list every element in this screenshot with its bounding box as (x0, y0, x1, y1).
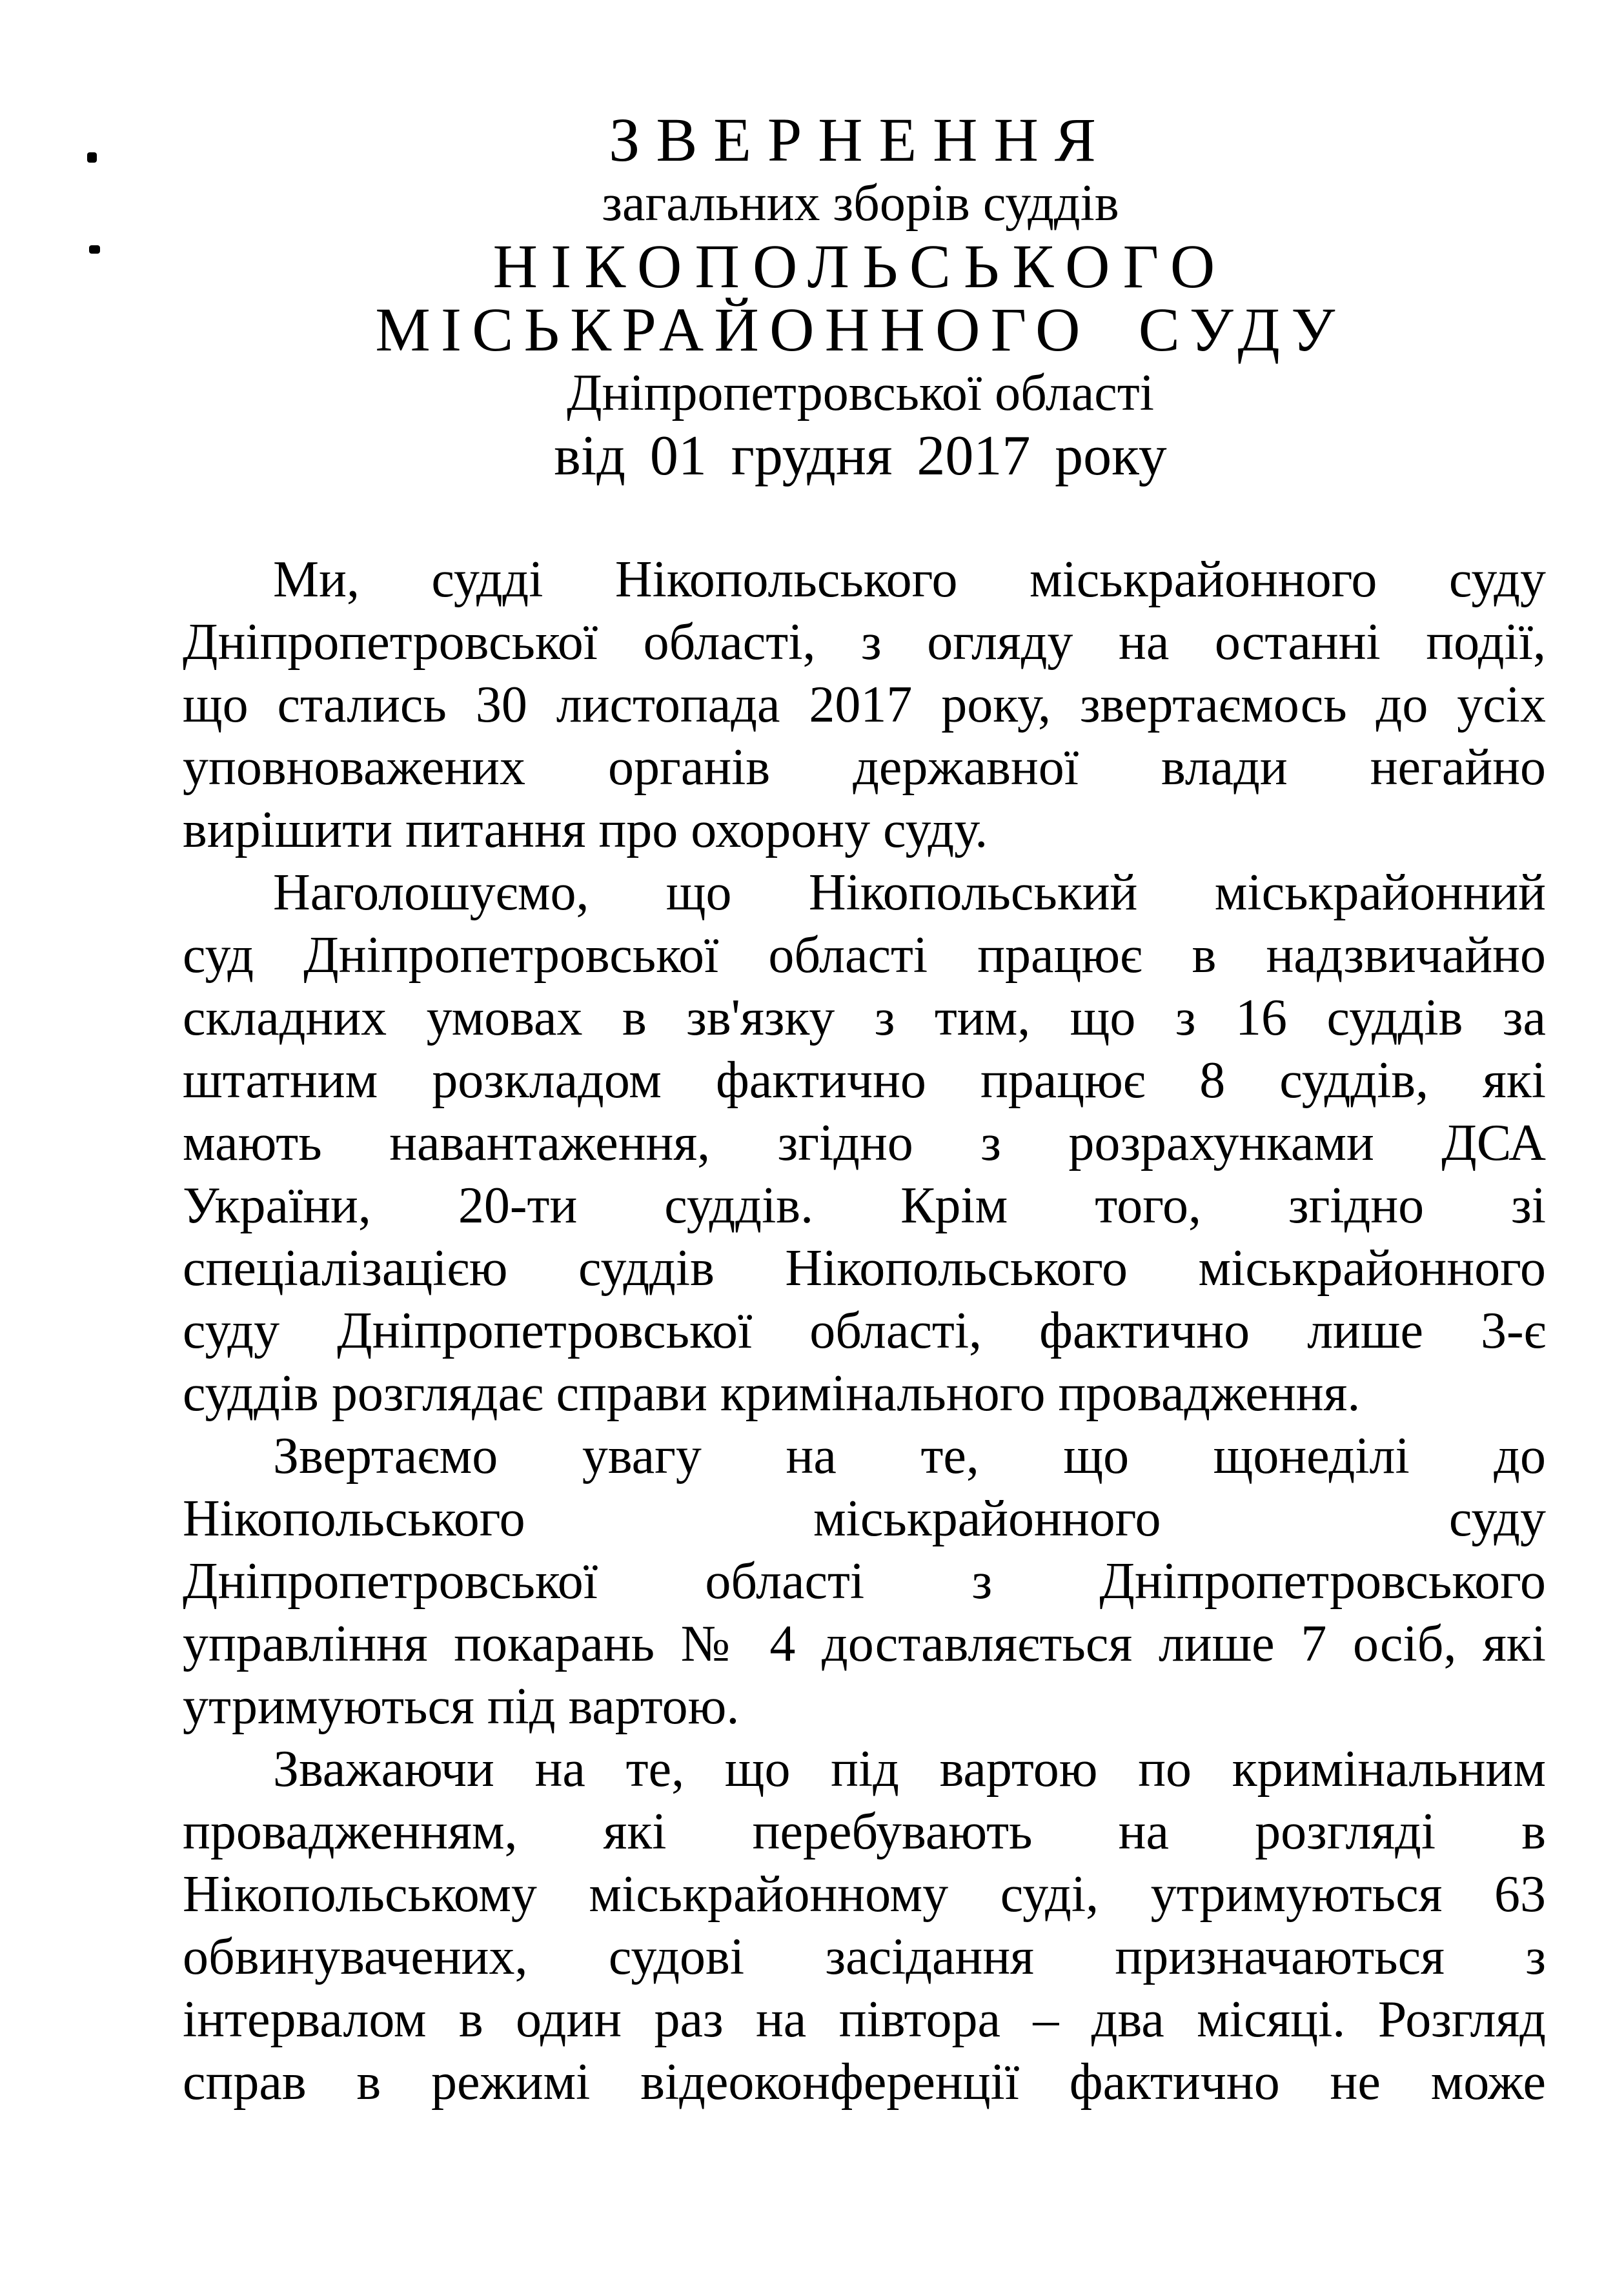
text-line-p1: Ми, судді Нікопольського міськрайонного суду (273, 551, 1546, 608)
text-line-p3: Дніпропетровської області з Дніпропетровського (183, 1553, 1546, 1610)
text-line-p2: мають навантаження, згідно з розрахунками ДСА (183, 1115, 1546, 1171)
text-line-p2: Наголошуємо, що Нікопольський міськрайонний (273, 864, 1546, 921)
text-line-p2: суддів розглядає справи кримінального провадження. (183, 1365, 1361, 1422)
text-line-p3: Нікопольського міськрайонного суду (183, 1490, 1546, 1547)
title-line-assembly: загальних зборів суддів (602, 175, 1119, 232)
title-line-date: від 01 грудня 2017 року (554, 425, 1167, 487)
title-line-region: Дніпропетровської області (567, 365, 1154, 421)
text-line-p4: Нікопольському міськрайонному суді, утримуються 63 (183, 1866, 1546, 1923)
title-line-court-type: МІСЬКРАЙОННОГО СУДУ (375, 295, 1346, 364)
text-line-p4: провадженням, які перебувають на розгляді в (183, 1803, 1546, 1860)
text-line-p2: штатним розкладом фактично працює 8 суддів, які (183, 1052, 1546, 1109)
text-line-p1: що стались 30 листопада 2017 року, звертаємось до усіх (183, 676, 1546, 733)
text-line-p4: Зважаючи на те, що під вартою по кримінальним (273, 1741, 1546, 1798)
title-line-court-name: НІКОПОЛЬСЬКОГО (492, 232, 1228, 301)
text-line-p1: уповноважених органів державної влади негайно (183, 739, 1546, 796)
text-line-p4: інтервалом в один раз на півтора – два місяці. Розгляд (183, 1991, 1546, 2048)
text-line-p4: обвинувачених, судові засідання призначаються з (183, 1929, 1546, 1985)
text-line-p1: Дніпропетровської області, з огляду на останні події, (183, 614, 1546, 671)
text-line-p4: справ в режимі відеоконференції фактично не може (183, 2054, 1546, 2111)
title-line-appeal: ЗВЕРНЕННЯ (609, 105, 1112, 174)
document-title (0, 105, 1624, 488)
text-line-p2: України, 20-ти суддів. Крім того, згідно зі (183, 1177, 1546, 1234)
text-line-p1: вирішити питання про охорону суду. (183, 802, 988, 858)
text-line-p2: складних умовах в зв'язку з тим, що з 16 суддів за (183, 989, 1546, 1046)
text-line-p3: управління покарань № 4 доставляється лише 7 осіб, які (183, 1616, 1546, 1672)
text-line-p2: суду Дніпропетровської області, фактично лише 3-є (183, 1302, 1546, 1359)
text-line-p3: Звертаємо увагу на те, що щонеділі до (273, 1428, 1546, 1485)
text-line-p3: утримуються під вартою. (183, 1678, 740, 1735)
text-line-p2: спеціалізацією суддів Нікопольського міськрайонного (183, 1240, 1546, 1297)
text-line-p2: суд Дніпропетровської області працює в надзвичайно (183, 927, 1546, 984)
document-body (183, 549, 1546, 2114)
